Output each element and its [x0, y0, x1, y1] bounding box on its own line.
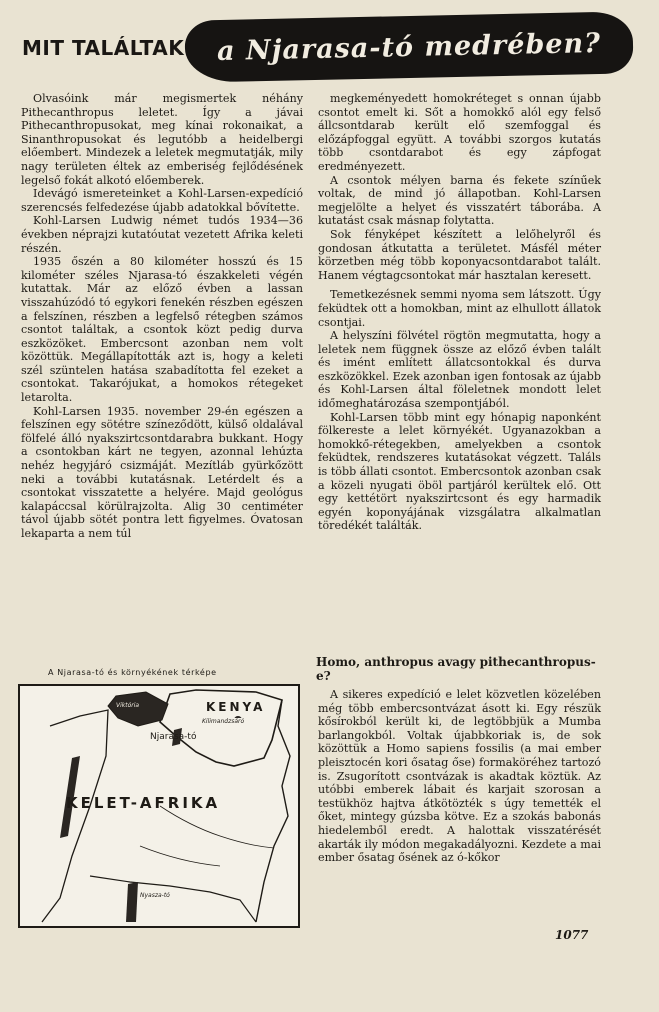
map-label-victoria: Viktória [116, 702, 140, 709]
paragraph: A sikeres expedíció e lelet közvetlen közelében még több embercsontvázat ásott ki. Egy részük kősírokból került ki, de legtöbbjük a Mumba barlangokból. Voltak újabbkoriak is, de sok közöttük a Homo sapiens fossilis (a mai ember pleisztocén kori ősatag őse) formaköréhez tartozó is. Zsugorított csontvázak is akadtak köztük. Az utóbbi emberek lábait és karjait szorosan a testükhöz hajtva átkötözték s úgy temették el őket, mintegy gúzsba kötve. Ez a szokás babonás hiedelemből eredt. A halottak visszatérését akarták ily módon megakadályozni. Kezdete a mai ember ősatag ősének az ó-kőkor [318, 688, 601, 865]
map-label-region: KELET-AFRIKA [66, 794, 221, 812]
river [160, 806, 274, 848]
nyasa-lake [126, 882, 138, 922]
paragraph: Kohl-Larsen 1935. november 29-én egészen a felszínen egy sötétre színeződött, külső oldalával fölfelé álló nyakszirtcsontdarabra bukkant. Hogy a csontokban kárt ne tegyen, azonnal lehúzta nehéz hegyjáró csizmáját. Mezítláb gyürkőzött neki a további kutatásnak. Letérdelt és a csontokat visszatette a helyére. Majd geológus kalapáccsal körülrajzolta. Alig 30 centiméter távol újabb sötét pontra lett figyelmes. Óvatosan lekaparta a nem túl [21, 404, 303, 540]
paragraph: Kohl-Larsen Ludwig német tudós 1934—36 években néprajzi kutatóutat vezetett Afrika keleti részén. [21, 214, 303, 255]
map-label-nyasa: Nyasza-tó [140, 892, 170, 899]
headline-banner [184, 11, 633, 82]
map-caption: A Njarasa-tó és környékének térképe [48, 668, 217, 677]
southern-border [90, 876, 256, 922]
paragraph: A csontok mélyen barna és fekete színűek voltak, de mind jó állapotban. Kohl-Larsen megjelölte a helyet és visszatért táborába. A kutatást csak másnap folytatta. [318, 173, 601, 228]
left-column [21, 92, 303, 652]
western-border [42, 710, 108, 922]
headline-banner-text: a Njarasa-tó medrében? [216, 27, 602, 67]
paragraph: 1935 őszén a 80 kilométer hosszú és 15 kilométer széles Njarasa-tó északkeleti végén kutattak. Már az előző évben a lassan visszahúzódó tó egykori fenekén részben egészen a felszínen, részben a legfelső rétegben számos csontot találtak, a csontok közt pedig durva eszközöket. Embercsont azonban nem volt közöttük. Megállapították azt is, hogy a keleti szél szüntelen hatása szabadította fel ezeket a csontokat. Takarójukat, a homokos rétegeket letarolta. [21, 255, 303, 405]
paragraph: Sok fényképet készített a lelőhelyről és gondosan átkutatta a területet. Másfél méter körzetben még több koponyacsontdarabot talált. Hanem végtagcsontokat már hasztalan keresett. [318, 227, 601, 282]
paragraph: A helyszíni fölvétel rögtön megmutatta, hogy a leletek nem függnek össze az előző évben talált és imént említett állatcsontokkal és durva eszközökkel. Ezek azonban igen fontosak az újabb és Kohl-Larsen által föleletnek mondott lelet időmeghatározása szempontjából. [318, 329, 601, 411]
section-subheading: Homo, anthropus avagy pithecanthropus-e? [316, 655, 596, 683]
map-label-kenya: KENYA [206, 700, 266, 714]
right-column-lower [318, 688, 601, 865]
paragraph: Olvasóink már megismertek néhány Pithecanthropus leletet. Így a jávai Pithecanthropusokat, meg kínai rokonaikat, a Sinanthropusokat és legutóbb a heidelbergi előembert. Mindezek a leletek megmutatják, mily nagy területen éltek az emberiség fejlődésének legelső fokát alkotó előemberek. [21, 92, 303, 187]
map-label-kilimanjaro: Kilimandzsáró [202, 718, 245, 725]
paragraph: Temetkezésnek semmi nyoma sem látszott. Úgy feküdtek ott a homokban, mint az elhullott állatok csontjai. [318, 288, 601, 329]
river [140, 846, 220, 866]
page-number: 1077 [555, 928, 589, 942]
map-label-lake: Njarasa-tó [150, 732, 197, 742]
paragraph: Kohl-Larsen több mint egy hónapig naponként fölkereste a lelet környékét. Ugyanazokban a homokkő-rétegekben, amelyekben a csontok feküdtek, rendszeres kutatásokat végzett. Találs is több állati csontot. Embercsontok azonban csak a közeli nyugati öböl partjáról kerültek elő. Ott egy kettétört nyakszirtcsont és egy harmadik egyén koponyájának vizsgálatra alkalmatlan töredékét találták. [318, 410, 601, 533]
victoria-lake [108, 692, 168, 726]
headline-left: MIT TALÁLTAK [22, 36, 185, 60]
paragraph: Idevágó ismereteinket a Kohl-Larsen-expedíció szerencsés felfedezése újabb adatokkal bővítette. [21, 187, 303, 214]
right-column [318, 92, 601, 642]
map-figure [18, 684, 300, 928]
paragraph: megkeményedett homokréteget s onnan újabb csontot emelt ki. Sőt a homokkő alól egy felső állcsontdarab került elő szemfoggal és előzápfoggal együtt. A további szorgos kutatás több csontdarabot és egy zápfogat eredményezett. [318, 92, 601, 173]
